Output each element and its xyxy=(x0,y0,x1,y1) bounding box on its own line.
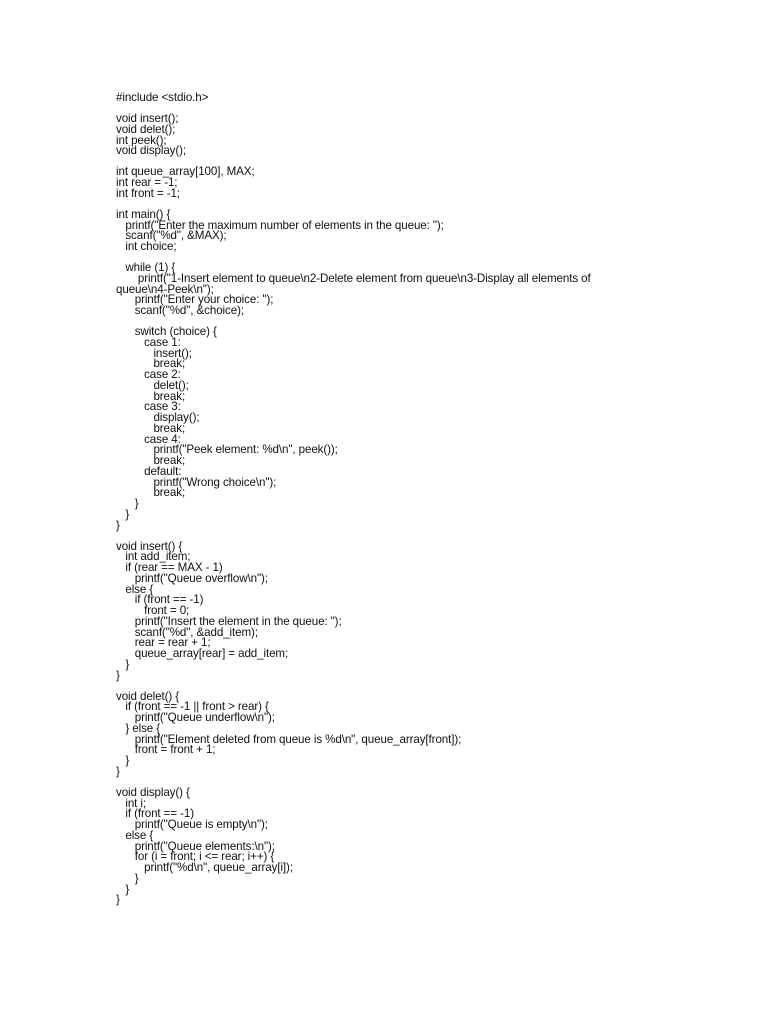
blank-line xyxy=(116,681,746,691)
blank-line xyxy=(116,778,746,788)
code-line: } xyxy=(116,882,130,896)
code-line: queue_array[rear] = add_item; xyxy=(116,647,289,660)
code-line: printf("Queue underflow\n"); xyxy=(116,711,275,724)
blank-line xyxy=(116,531,746,541)
code-line: printf("Queue overflow\n"); xyxy=(116,571,268,585)
code-line: scanf("%d", &choice); xyxy=(116,304,244,317)
code-line: printf("Wrong choice\n"); xyxy=(116,475,277,489)
code-line: if (front == -1) xyxy=(116,593,204,607)
code-line: queue\n4-Peek\n"); xyxy=(116,282,214,296)
code-line: void insert() { xyxy=(116,539,183,553)
code-line: break; xyxy=(116,357,186,371)
code-line: front = 0; xyxy=(116,604,190,617)
code-line: case 2: xyxy=(116,368,181,381)
code-line: else { xyxy=(116,828,154,842)
code-line: delet(); xyxy=(116,378,189,392)
code-line: case 1: xyxy=(116,335,181,349)
code-line: } xyxy=(116,754,130,767)
code-line: break; xyxy=(116,421,186,435)
code-line: front = front + 1; xyxy=(116,743,216,757)
code-line: void insert(); xyxy=(116,112,179,125)
code-line: int front = -1; xyxy=(116,186,180,200)
code-line: } xyxy=(116,657,130,671)
code-line: } xyxy=(116,764,120,778)
code-line: int rear = -1; xyxy=(116,176,178,189)
code-line: display(); xyxy=(116,411,200,424)
code-line: int peek(); xyxy=(116,133,167,147)
code-line: for (i = front; i <= rear; i++) { xyxy=(116,850,275,864)
code-line: default: xyxy=(116,464,182,478)
code-line: printf("Enter the maximum number of elements in the queue: "); xyxy=(116,218,444,232)
code-line: } xyxy=(116,497,139,510)
code-line: printf("Queue is empty\n"); xyxy=(116,818,268,831)
code-line: #include <stdio.h> xyxy=(116,91,209,104)
code-line: break; xyxy=(116,454,186,467)
code-line: switch (choice) { xyxy=(116,325,217,338)
code-line: int main() { xyxy=(116,207,171,221)
code-line: printf("Insert the element in the queue: "); xyxy=(116,614,342,628)
code-line: if (rear == MAX - 1) xyxy=(116,561,223,574)
code-line: printf("Queue elements:\n"); xyxy=(116,839,275,853)
blank-line xyxy=(116,200,746,210)
code-line: } else { xyxy=(116,721,161,735)
code-line: scanf("%d", &add_item); xyxy=(116,625,258,639)
code-line: break; xyxy=(116,389,186,403)
blank-line xyxy=(116,104,746,114)
code-line: printf("Element deleted from queue is %d\n", queue_array[front]); xyxy=(116,732,462,746)
code-line: insert(); xyxy=(116,346,192,360)
code-line: } xyxy=(116,871,139,885)
code-line: printf("Enter your choice: "); xyxy=(116,293,274,307)
code-line: if (front == -1 || front > rear) { xyxy=(116,700,269,714)
code-line: int i; xyxy=(116,796,147,810)
code-line: } xyxy=(116,518,120,532)
code-listing xyxy=(116,93,746,906)
code-line: } xyxy=(116,893,120,907)
code-line: void display(); xyxy=(116,144,187,158)
code-line: void display() { xyxy=(116,785,190,799)
code-line: rear = rear + 1; xyxy=(116,636,211,650)
code-line: if (front == -1) xyxy=(116,807,194,821)
code-line: case 3: xyxy=(116,400,181,414)
code-line: int add_item; xyxy=(116,550,191,564)
code-line: case 4: xyxy=(116,432,181,446)
code-line: } xyxy=(116,668,120,682)
code-line: else { xyxy=(116,582,154,596)
code-line: printf("1-Insert element to queue\n2-Delete element from queue\n3-Display all elements of xyxy=(116,271,591,285)
code-line: while (1) { xyxy=(116,261,176,274)
code-line: void delet(); xyxy=(116,122,176,136)
code-line: printf("Peek element: %d\n", peek()); xyxy=(116,443,338,457)
code-line: int queue_array[100], MAX; xyxy=(116,165,255,179)
code-line: printf("%d\n", queue_array[i]); xyxy=(116,861,293,874)
code-line: void delet() { xyxy=(116,689,180,703)
code-line: scanf("%d", &MAX); xyxy=(116,229,227,243)
code-line: break; xyxy=(116,486,186,500)
code-line: } xyxy=(116,507,130,521)
blank-line xyxy=(116,253,746,263)
code-line: int choice; xyxy=(116,240,177,253)
